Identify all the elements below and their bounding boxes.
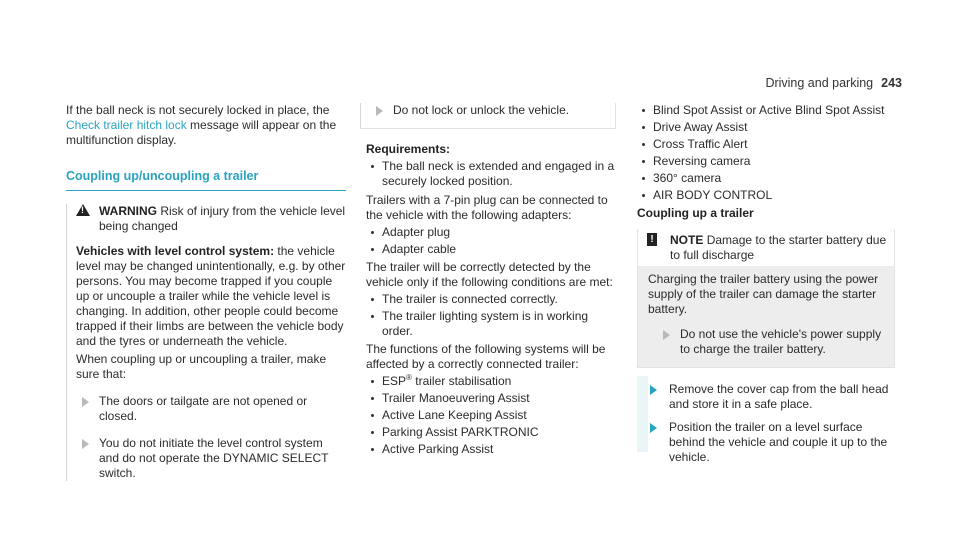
systems-list xyxy=(366,374,616,457)
list-item: Blind Spot Assist or Active Blind Spot Assist xyxy=(637,103,895,118)
arrow-right-icon xyxy=(650,385,657,395)
note-label: NOTE xyxy=(670,233,704,247)
note-title: Damage to the starter battery due to full discharge xyxy=(670,233,887,262)
note-header xyxy=(638,229,894,266)
list-item: 360° camera xyxy=(637,171,895,186)
arrow-right-icon xyxy=(650,423,657,433)
requirements-heading: Requirements: xyxy=(366,142,451,156)
warning-step-text: Do not lock or unlock the vehicle. xyxy=(393,103,570,117)
esp-rest: trailer stabilisation xyxy=(411,374,512,388)
section-heading-coupling: Coupling up/uncoupling a trailer xyxy=(66,169,346,191)
list-item: Adapter plug xyxy=(366,225,616,240)
systems-list-continued xyxy=(637,103,895,203)
warning-step-3 xyxy=(361,103,609,118)
registered-mark: ® xyxy=(406,373,412,382)
list-item: Active Lane Keeping Assist xyxy=(366,408,616,423)
vehicles-text: the vehicle level may be changed unintentionally, e.g. by other persons. You may become trapped if you couple up or uncouple a trailer while the vehicle level is changing. In addition, other people could become trapped if their limbs are between the vehicle body and the tyres or underneath the vehicle. xyxy=(76,244,346,348)
intro-paragraph xyxy=(66,103,346,148)
step-text: Remove the cover cap from the ball head and store it in a safe place. xyxy=(669,382,889,411)
list-item: AIR BODY CONTROL xyxy=(637,188,895,203)
warning-step-text: You do not initiate the level control system and do not operate the DYNAMIC SELECT switch. xyxy=(99,436,329,480)
adapters-intro: Trailers with a 7-pin plug can be connected to the vehicle with the following adapters: xyxy=(366,193,608,222)
note-step xyxy=(648,327,886,357)
warning-triangle-icon xyxy=(76,204,90,216)
warning-header xyxy=(67,204,346,234)
note-step-text: Do not use the vehicle's power supply to charge the trailer battery. xyxy=(680,327,882,356)
warning-step-1 xyxy=(67,394,346,424)
list-item: The trailer lighting system is in working order. xyxy=(366,309,616,339)
list-item: Active Parking Assist xyxy=(366,442,616,457)
step-marker-bar xyxy=(637,414,648,452)
section-heading-coupling-up: Coupling up a trailer xyxy=(637,206,754,220)
note-text: Charging the trailer battery using the power supply of the trailer can damage the starter battery. xyxy=(648,272,879,316)
list-item: Drive Away Assist xyxy=(637,120,895,135)
warning-box-continued xyxy=(360,103,616,129)
arrow-right-icon xyxy=(663,330,670,340)
arrow-right-icon xyxy=(82,439,89,449)
intro-text-post: message will appear on the multifunction display. xyxy=(66,118,337,147)
page-number: 243 xyxy=(881,76,902,90)
step-text: Position the trailer on a level surface behind the vehicle and couple it up to the vehicle. xyxy=(669,420,888,464)
conditions-list xyxy=(366,292,616,339)
list-item: Reversing camera xyxy=(637,154,895,169)
step-2 xyxy=(637,420,895,465)
esp-label: ESP xyxy=(382,374,407,388)
detection-intro: The trailer will be correctly detected by the vehicle only if the following conditions are met: xyxy=(366,260,613,289)
display-message-link[interactable]: Check trailer hitch lock xyxy=(66,118,187,132)
vehicles-paragraph xyxy=(76,244,346,349)
warning-body xyxy=(67,244,346,382)
list-item: The trailer is connected correctly. xyxy=(366,292,616,307)
warning-title: Risk of injury from the vehicle level being changed xyxy=(99,204,346,233)
warning-step-text: The doors or tailgate are not opened or closed. xyxy=(99,394,308,423)
list-item xyxy=(366,374,616,389)
list-item: The ball neck is extended and engaged in a securely locked position. xyxy=(366,159,616,189)
systems-intro: The functions of the following systems will be affected by a correctly connected trailer: xyxy=(366,342,606,371)
vehicles-bold: Vehicles with level control system: xyxy=(76,244,275,258)
column-2 xyxy=(366,103,616,457)
adapters-list xyxy=(366,225,616,257)
list-item: Cross Traffic Alert xyxy=(637,137,895,152)
warning-box xyxy=(66,204,346,481)
list-item: Trailer Manoeuvering Assist xyxy=(366,391,616,406)
column-3 xyxy=(637,103,895,465)
step-marker-bar xyxy=(637,376,648,414)
warning-label: WARNING xyxy=(99,204,157,218)
step-1 xyxy=(637,382,895,412)
page-header xyxy=(765,76,902,91)
list-item: Parking Assist PARKTRONIC xyxy=(366,425,616,440)
list-item: Adapter cable xyxy=(366,242,616,257)
arrow-right-icon xyxy=(82,397,89,407)
warning-step-2 xyxy=(67,436,346,481)
note-body xyxy=(638,266,894,367)
intro-text-pre: If the ball neck is not securely locked in place, the xyxy=(66,103,330,117)
section-title: Driving and parking xyxy=(765,76,874,90)
column-1 xyxy=(66,103,346,481)
note-box xyxy=(637,229,895,368)
arrow-right-icon xyxy=(376,106,383,116)
when-paragraph: When coupling up or uncoupling a trailer, make sure that: xyxy=(76,352,327,381)
requirements-list xyxy=(366,159,616,189)
exclamation-icon: ! xyxy=(647,233,657,246)
